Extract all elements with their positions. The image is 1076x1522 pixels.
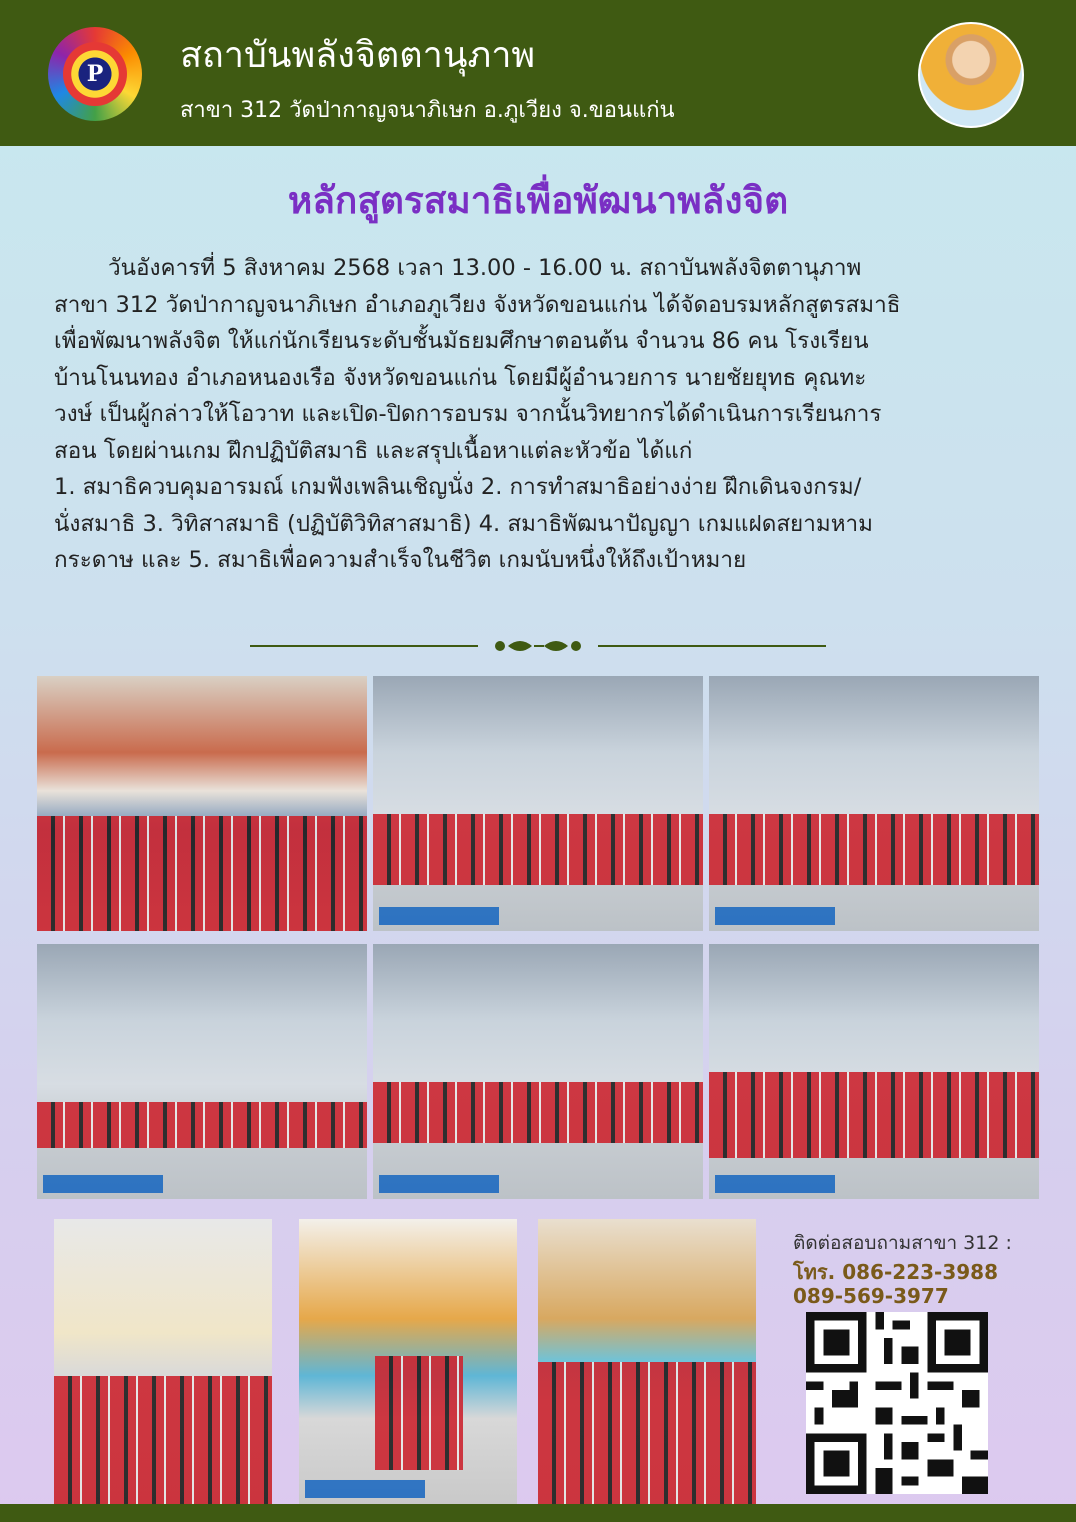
event-photo [709, 944, 1039, 1199]
institute-name: สถาบันพลังจิตตานุภาพ [180, 35, 536, 76]
event-photo [373, 944, 703, 1199]
monk-portrait [918, 22, 1024, 128]
body-line: วันอังคารที่ 5 สิงหาคม 2568 เวลา 13.00 - 16.00 น. สถาบันพลังจิตตานุภาพ [108, 255, 862, 281]
body-line: สาขา 312 วัดป่ากาญจนาภิเษก อำเภอภูเวียง จังหวัดขอนแก่น ได้จัดอบรมหลักสูตรสมาธิ [54, 291, 901, 318]
event-photo [54, 1219, 272, 1504]
event-photo [299, 1219, 517, 1504]
ornament-icon [250, 636, 826, 656]
qr-code[interactable] [806, 1312, 988, 1494]
event-photo [37, 944, 367, 1199]
event-photo [709, 676, 1039, 931]
branch-name: สาขา 312 วัดป่ากาญจนาภิเษก อ.ภูเวียง จ.ขอนแก่น [180, 98, 675, 123]
logo-letter: P [86, 61, 104, 87]
event-photo [373, 676, 703, 931]
body-line: นั่งสมาธิ 3. วิทิสาสมาธิ (ปฏิบัติวิทิสาสมาธิ) 4. สมาธิพัฒนาปัญญา เกมแฝดสยามหาม [54, 510, 873, 537]
body-paragraph [54, 250, 1044, 579]
body-line: 1. สมาธิควบคุมอารมณ์ เกมฟังเพลินเชิญนั่ง 2. การทำสมาธิอย่างง่าย ฝึกเดินจงกรม/ [54, 474, 862, 500]
footer-bar [0, 1504, 1076, 1522]
course-title: หลักสูตรสมาธิเพื่อพัฒนาพลังจิต [287, 179, 789, 222]
event-photo [538, 1219, 756, 1504]
institute-logo [48, 27, 142, 121]
header-bar [0, 0, 1076, 146]
contact-label: ติดต่อสอบถามสาขา 312 : [793, 1232, 1012, 1254]
contact-phone-1: โทร. 086-223-3988 [793, 1260, 998, 1284]
event-photo [37, 676, 367, 931]
body-line: กระดาษ และ 5. สมาธิเพื่อความสำเร็จในชีวิต เกมนับหนึ่งให้ถึงเป้าหมาย [54, 547, 747, 573]
body-line: สอน โดยผ่านเกม ฝึกปฏิบัติสมาธิ และสรุปเนื้อหาแต่ละหัวข้อ ได้แก่ [54, 437, 693, 464]
contact-phone-2: 089-569-3977 [793, 1284, 949, 1308]
body-line: วงษ์ เป็นผู้กล่าวให้โอวาท และเปิด-ปิดการอบรม จากนั้นวิทยากรได้ดำเนินการเรียนการ [54, 401, 882, 427]
body-line: เพื่อพัฒนาพลังจิต ให้แก่นักเรียนระดับชั้นมัธยมศึกษาตอนต้น จำนวน 86 คน โรงเรียน [54, 328, 869, 354]
ornament-divider [250, 636, 826, 656]
body-line: บ้านโนนทอง อำเภอหนองเรือ จังหวัดขอนแก่น โดยมีผู้อำนวยการ นายชัยยุทธ คุณทะ [54, 364, 867, 391]
